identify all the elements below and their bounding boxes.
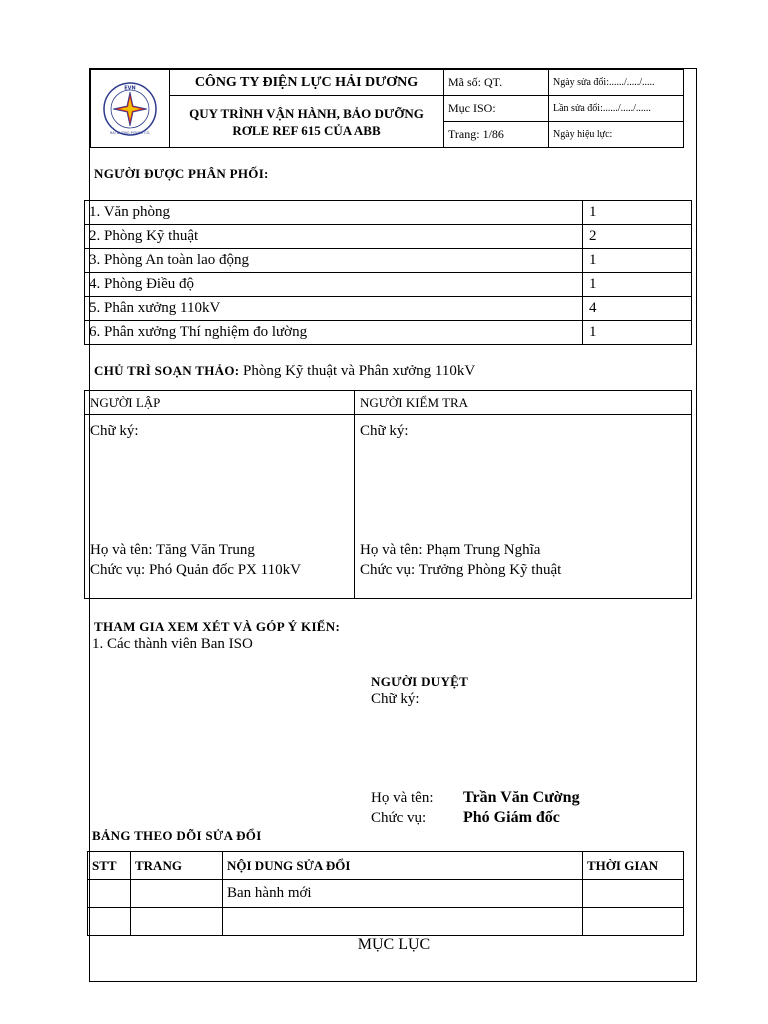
- revision-date: Ngày sửa đổi:....../...../.....: [549, 70, 684, 96]
- distribution-recipient: 6. Phân xưởng Thí nghiệm đo lường: [85, 321, 583, 345]
- revision-row: [88, 880, 684, 908]
- approver-name: Trần Văn Cường: [463, 789, 580, 806]
- revision-table: [87, 851, 684, 936]
- distribution-table: [84, 200, 692, 345]
- approver-title: Phó Giám đốc: [463, 809, 560, 826]
- checker-info: [360, 540, 561, 580]
- review-title: THAM GIA XEM XÉT VÀ GÓP Ý KIẾN:: [94, 619, 341, 634]
- distribution-count: 1: [583, 273, 692, 297]
- signature-table: [84, 390, 692, 599]
- approver-title-label: Chức vụ:: [371, 810, 427, 826]
- preparer-header: NGƯỜI LẬP: [85, 391, 355, 415]
- document-header: [90, 69, 684, 148]
- revision-column-header: STT: [88, 852, 131, 880]
- checker-cell: [355, 415, 692, 599]
- procedure-title: [170, 96, 444, 148]
- revision-cell: [131, 908, 223, 936]
- revision-cell: [88, 880, 131, 908]
- preparer-title: Chức vụ: Phó Quản đốc PX 110kV: [90, 562, 301, 578]
- revision-cell: [88, 908, 131, 936]
- revision-cell: [583, 908, 684, 936]
- revision-column-header: THỜI GIAN: [583, 852, 684, 880]
- distribution-count: 1: [583, 201, 692, 225]
- revision-cell: [131, 880, 223, 908]
- drafting-line: [94, 363, 475, 380]
- checker-header: NGƯỜI KIỂM TRA: [355, 391, 692, 415]
- distribution-row: [85, 297, 692, 321]
- revision-row: [88, 908, 684, 936]
- page-number: Trang: 1/86: [444, 122, 549, 148]
- distribution-recipient: 4. Phòng Điều độ: [85, 273, 583, 297]
- distribution-count: 4: [583, 297, 692, 321]
- company-logo-icon: [102, 81, 158, 137]
- procedure-title-line2: RƠLE REF 615 CỦA ABB: [232, 122, 381, 138]
- revision-column-header: TRANG: [131, 852, 223, 880]
- distribution-count: 1: [583, 321, 692, 345]
- approver-sign-label: Chữ ký:: [371, 691, 420, 707]
- distribution-row: [85, 273, 692, 297]
- drafting-label: CHỦ TRÌ SOẠN THẢO:: [94, 363, 240, 378]
- logo-ring-text: HAI DUONG POWER CO.: [109, 130, 151, 135]
- distribution-recipient: 3. Phòng An toàn lao động: [85, 249, 583, 273]
- iso-section: Mục ISO:: [444, 96, 549, 122]
- distribution-count: 2: [583, 225, 692, 249]
- revision-cell: [223, 908, 583, 936]
- checker-sign-label: Chữ ký:: [360, 423, 409, 439]
- toc-title: MỤC LỤC: [357, 936, 431, 953]
- distribution-row: [85, 225, 692, 249]
- revision-column-header: NỘI DUNG SỬA ĐỔI: [223, 852, 583, 880]
- distribution-recipient: 2. Phòng Kỹ thuật: [85, 225, 583, 249]
- document-frame: [89, 68, 697, 982]
- document-code: Mã số: QT.: [444, 70, 549, 96]
- distribution-count: 1: [583, 249, 692, 273]
- checker-name: Họ và tên: Phạm Trung Nghĩa: [360, 542, 541, 558]
- distribution-row: [85, 321, 692, 345]
- preparer-cell: [85, 415, 355, 599]
- distribution-row: [85, 249, 692, 273]
- checker-title: Chức vụ: Trưởng Phòng Kỹ thuật: [360, 562, 562, 578]
- preparer-info: [90, 540, 301, 580]
- distribution-recipient: 5. Phân xưởng 110kV: [85, 297, 583, 321]
- drafting-value: Phòng Kỹ thuật và Phân xưởng 110kV: [242, 363, 476, 379]
- preparer-sign-label: Chữ ký:: [90, 423, 139, 439]
- revision-cell: Ban hành mới: [223, 880, 583, 908]
- logo-top-text: EVN: [124, 85, 136, 91]
- revision-cell: [583, 880, 684, 908]
- approver-name-label: Họ và tên:: [371, 790, 434, 806]
- logo-cell: [91, 70, 170, 148]
- company-name: CÔNG TY ĐIỆN LỰC HẢI DƯƠNG: [170, 70, 444, 96]
- distribution-row: [85, 201, 692, 225]
- preparer-name: Họ và tên: Tăng Văn Trung: [90, 542, 255, 558]
- review-item: 1. Các thành viên Ban ISO: [92, 636, 253, 652]
- effective-date: Ngày hiệu lực:: [549, 122, 684, 148]
- distribution-recipient: 1. Văn phòng: [85, 201, 583, 225]
- distribution-title: NGƯỜI ĐƯỢC PHÂN PHỐI:: [94, 166, 269, 181]
- revision-number: Lần sửa đổi:....../...../......: [549, 96, 684, 122]
- approver-header: NGƯỜI DUYỆT: [371, 674, 469, 689]
- procedure-title-line1: QUY TRÌNH VẬN HÀNH, BẢO DƯỠNG: [189, 105, 424, 121]
- revision-table-title: BẢNG THEO DÕI SỬA ĐỔI: [92, 828, 262, 843]
